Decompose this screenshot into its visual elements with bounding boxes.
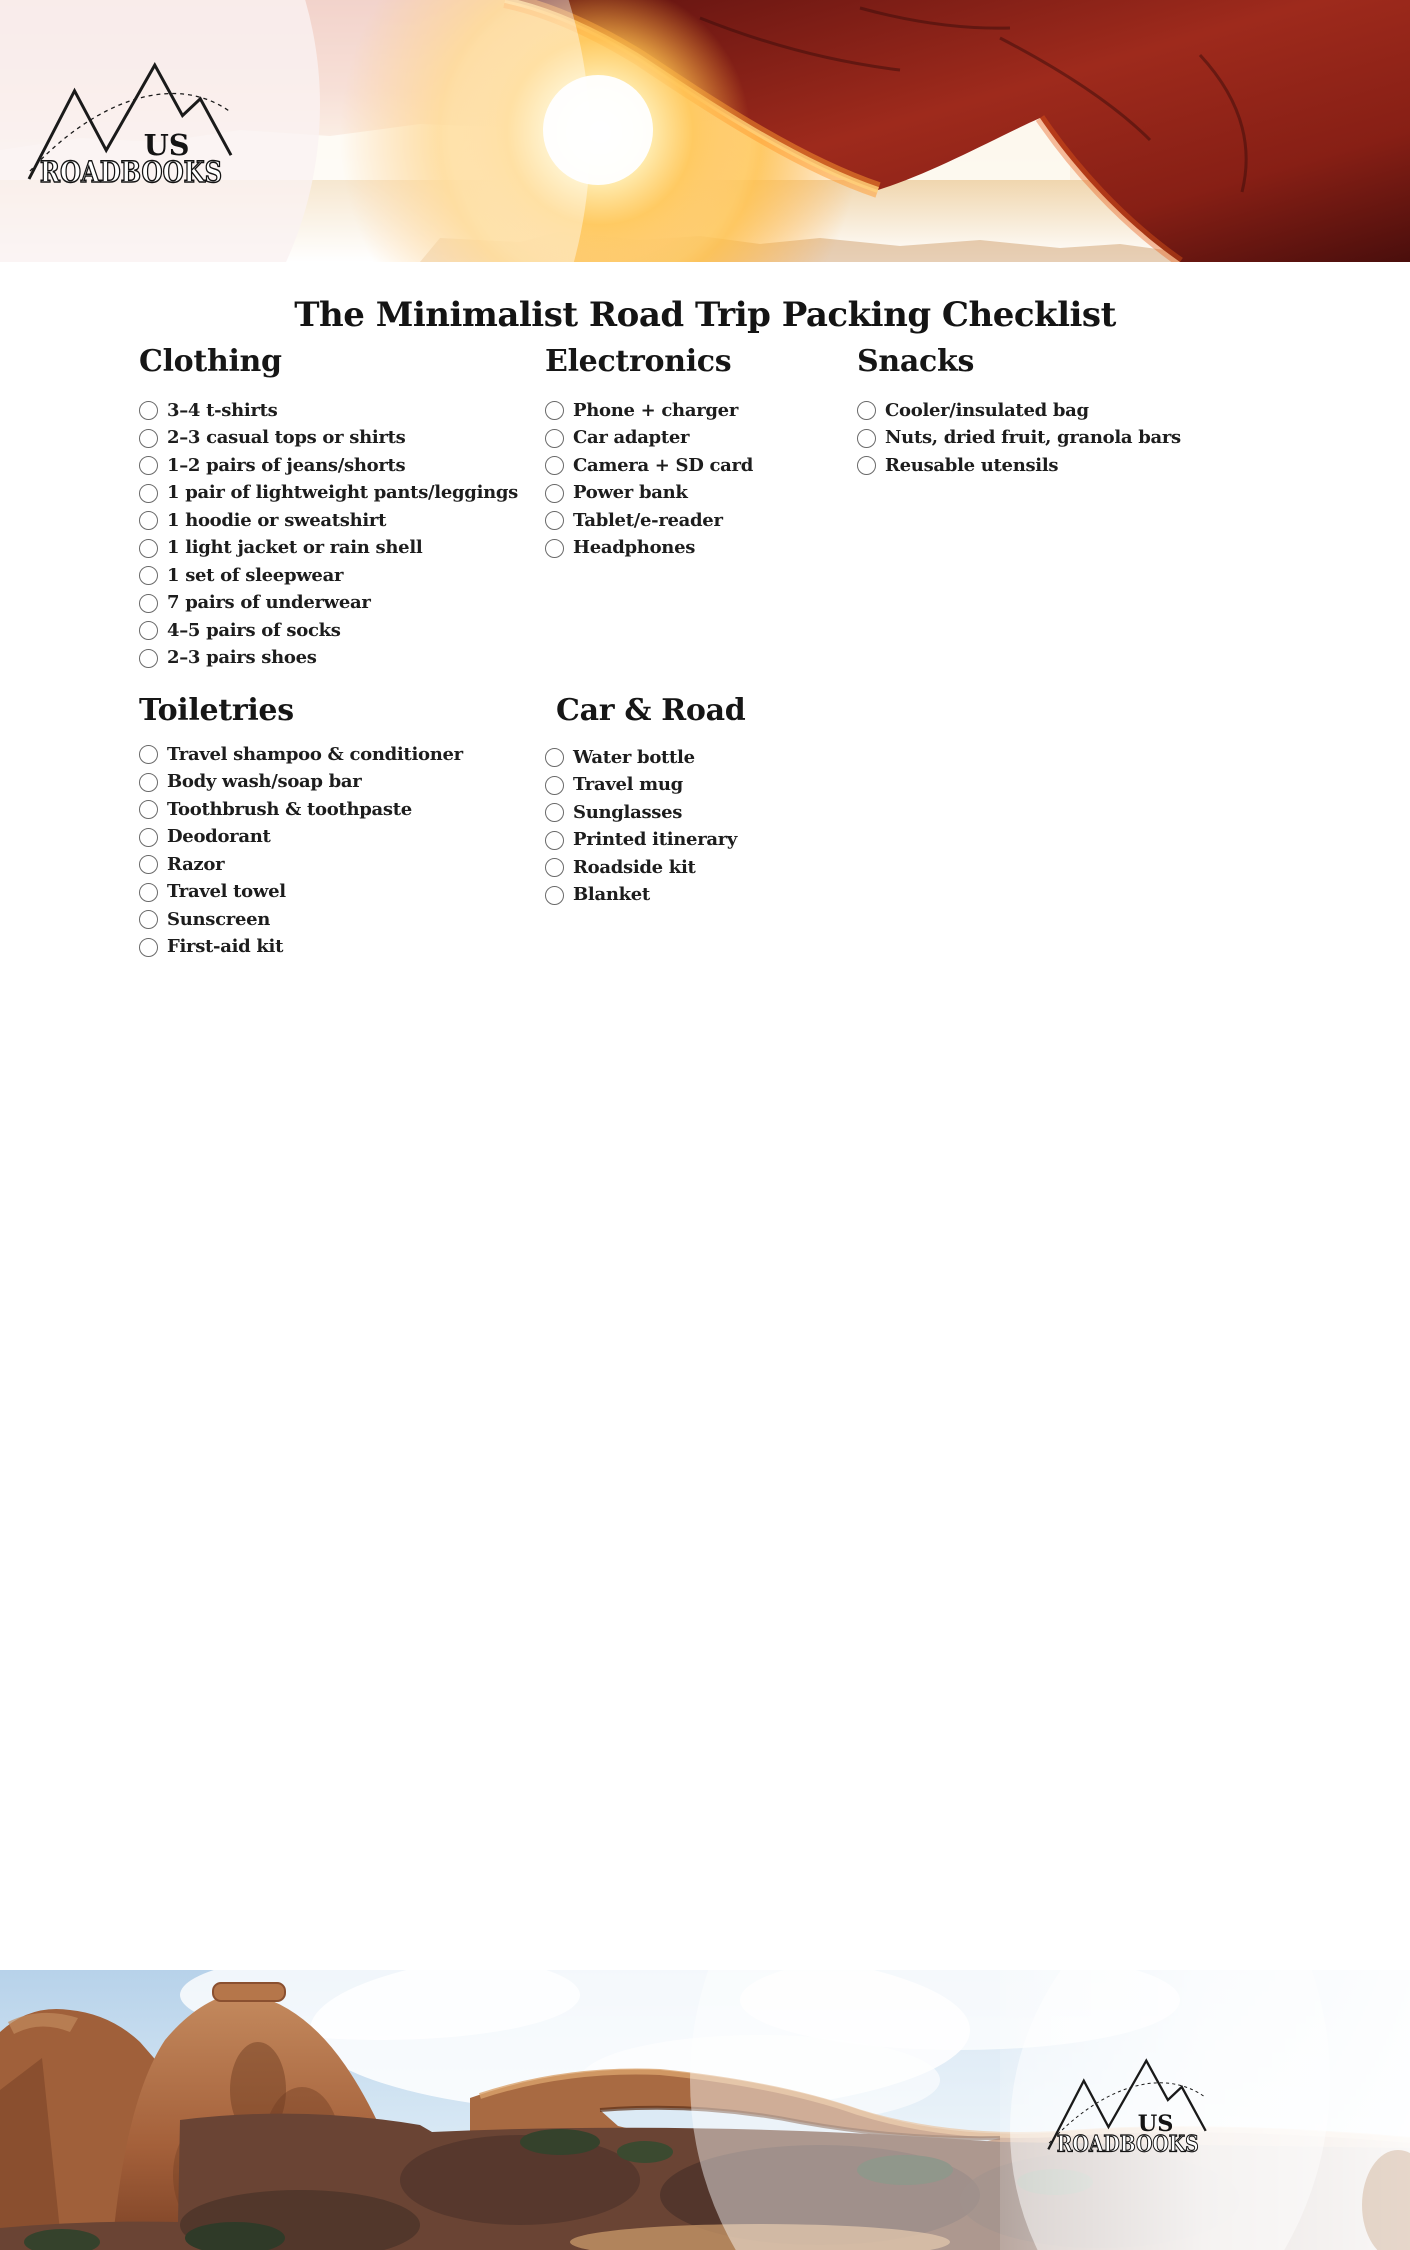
checkbox-circle[interactable] <box>139 745 158 764</box>
checklist-item-label: Travel towel <box>167 881 286 903</box>
checklist-item <box>139 452 518 480</box>
checkbox-circle[interactable] <box>139 484 158 503</box>
checklist-item-label: Camera + SD card <box>573 454 754 476</box>
page-title: The Minimalist Road Trip Packing Checklist <box>294 295 1116 335</box>
checklist-item <box>139 906 463 934</box>
checkbox-circle[interactable] <box>139 621 158 640</box>
checklist-item <box>139 851 463 879</box>
checklist-item <box>857 452 1181 480</box>
checkbox-circle[interactable] <box>139 883 158 902</box>
checklist-clothing <box>139 397 518 672</box>
checkbox-circle[interactable] <box>545 429 564 448</box>
brand-line2: ROADBOOKS <box>1056 2131 1199 2158</box>
checklist-item-label: Water bottle <box>573 746 695 768</box>
checklist-item-label: 1 light jacket or rain shell <box>167 537 423 559</box>
checklist-item-label: 2–3 casual tops or shirts <box>167 427 406 449</box>
brand-line1: US <box>1137 2110 1174 2137</box>
checklist-item <box>139 645 518 673</box>
checklist-item-label: Nuts, dried fruit, granola bars <box>885 427 1181 449</box>
section-toiletries <box>139 695 463 961</box>
checklist-item <box>857 397 1181 425</box>
checklist-item <box>139 796 463 824</box>
checklist-item-label: Toothbrush & toothpaste <box>167 798 412 820</box>
checklist-car-road <box>545 744 745 909</box>
checklist-item-label: First-aid kit <box>167 936 284 958</box>
checkbox-circle[interactable] <box>139 855 158 874</box>
checkbox-circle[interactable] <box>857 429 876 448</box>
checkbox-circle[interactable] <box>545 831 564 850</box>
section-heading-snacks: Snacks <box>857 344 975 379</box>
checkbox-circle[interactable] <box>545 511 564 530</box>
checklist-item <box>139 769 463 797</box>
checklist-item <box>139 617 518 645</box>
checklist-item <box>545 799 745 827</box>
checklist-item-label: 1 hoodie or sweatshirt <box>167 509 387 531</box>
checklist-item <box>545 397 753 425</box>
checklist-item-label: 3–4 t-shirts <box>167 399 278 421</box>
checklist-item-label: Headphones <box>573 537 696 559</box>
section-heading-electronics: Electronics <box>545 344 732 379</box>
checklist-item <box>545 425 753 453</box>
checkbox-circle[interactable] <box>545 748 564 767</box>
checklist-item-label: Travel mug <box>573 774 683 796</box>
checklist-item-label: Phone + charger <box>573 399 738 421</box>
checkbox-circle[interactable] <box>545 776 564 795</box>
brand-logo-header <box>26 62 234 191</box>
checklist-item <box>857 425 1181 453</box>
checklist-item <box>139 590 518 618</box>
checklist-item <box>545 882 745 910</box>
checklist-item-label: Printed itinerary <box>573 829 738 851</box>
checklist-item-label: Tablet/e-reader <box>573 509 723 531</box>
checklist-snacks <box>857 397 1181 480</box>
checklist-item-label: Reusable utensils <box>885 454 1059 476</box>
checklist-item <box>139 535 518 563</box>
checklist-item-label: Sunscreen <box>167 908 271 930</box>
checklist-item <box>545 535 753 563</box>
checklist-electronics <box>545 397 753 562</box>
checkbox-circle[interactable] <box>139 456 158 475</box>
section-heading-toiletries: Toiletries <box>139 693 294 728</box>
checklist-item-label: 7 pairs of underwear <box>167 592 371 614</box>
checklist-item-label: Deodorant <box>167 826 271 848</box>
checkbox-circle[interactable] <box>139 429 158 448</box>
checklist-item <box>139 562 518 590</box>
checkbox-circle[interactable] <box>545 456 564 475</box>
checklist-item-label: 1–2 pairs of jeans/shorts <box>167 454 406 476</box>
checkbox-circle[interactable] <box>139 511 158 530</box>
checklist-item-label: Travel shampoo & conditioner <box>167 743 463 765</box>
checkbox-circle[interactable] <box>139 594 158 613</box>
checklist-item-label: 4–5 pairs of socks <box>167 619 341 641</box>
checkbox-circle[interactable] <box>139 773 158 792</box>
checklist-item <box>545 452 753 480</box>
checkbox-circle[interactable] <box>545 858 564 877</box>
checklist-item <box>139 879 463 907</box>
checklist-item-label: 1 set of sleepwear <box>167 564 344 586</box>
checklist-item <box>139 824 463 852</box>
checklist-item-label: Power bank <box>573 482 688 504</box>
brand-line2: ROADBOOKS <box>39 154 223 189</box>
checklist-item <box>545 854 745 882</box>
brand-line1: US <box>143 128 190 163</box>
checklist-item <box>139 425 518 453</box>
checkbox-circle[interactable] <box>545 401 564 420</box>
brand-logo-footer <box>1046 2058 1208 2159</box>
checkbox-circle[interactable] <box>139 566 158 585</box>
checkbox-circle[interactable] <box>139 401 158 420</box>
section-heading-clothing: Clothing <box>139 344 282 379</box>
checkbox-circle[interactable] <box>139 539 158 558</box>
checklist-item <box>139 934 463 962</box>
checklist-item <box>545 827 745 855</box>
section-electronics <box>545 346 753 562</box>
checkbox-circle[interactable] <box>139 649 158 668</box>
checkbox-circle[interactable] <box>545 539 564 558</box>
checklist-item <box>545 744 745 772</box>
checklist-item <box>139 741 463 769</box>
checklist-item-label: Roadside kit <box>573 856 696 878</box>
checkbox-circle[interactable] <box>545 886 564 905</box>
checkbox-circle[interactable] <box>139 938 158 957</box>
checklist-item-label: Sunglasses <box>573 801 683 823</box>
checklist-item-label: Body wash/soap bar <box>167 771 362 793</box>
checkbox-circle[interactable] <box>139 800 158 819</box>
checklist-item <box>545 507 753 535</box>
checklist-item-label: 1 pair of lightweight pants/leggings <box>167 482 519 504</box>
checklist-item <box>139 507 518 535</box>
us-roadbooks-logo <box>1046 2058 1208 2159</box>
checklist-item-label: Cooler/insulated bag <box>885 399 1089 421</box>
checkbox-circle[interactable] <box>545 484 564 503</box>
us-roadbooks-logo <box>26 62 234 191</box>
checklist-item <box>139 480 518 508</box>
checkbox-circle[interactable] <box>139 828 158 847</box>
checkbox-circle[interactable] <box>857 456 876 475</box>
section-heading-car-road: Car & Road <box>556 693 746 728</box>
section-clothing <box>139 346 518 672</box>
section-snacks <box>857 346 1181 480</box>
checklist-item <box>545 480 753 508</box>
checklist-item <box>139 397 518 425</box>
checkbox-circle[interactable] <box>545 803 564 822</box>
checklist-item-label: 2–3 pairs shoes <box>167 647 317 669</box>
checklist-toiletries <box>139 741 463 961</box>
checkbox-circle[interactable] <box>857 401 876 420</box>
checklist-item <box>545 772 745 800</box>
checkbox-circle[interactable] <box>139 910 158 929</box>
checklist-item-label: Razor <box>167 853 225 875</box>
checklist-item-label: Car adapter <box>573 427 690 449</box>
checklist-item-label: Blanket <box>573 884 650 906</box>
section-car-road <box>545 695 745 909</box>
